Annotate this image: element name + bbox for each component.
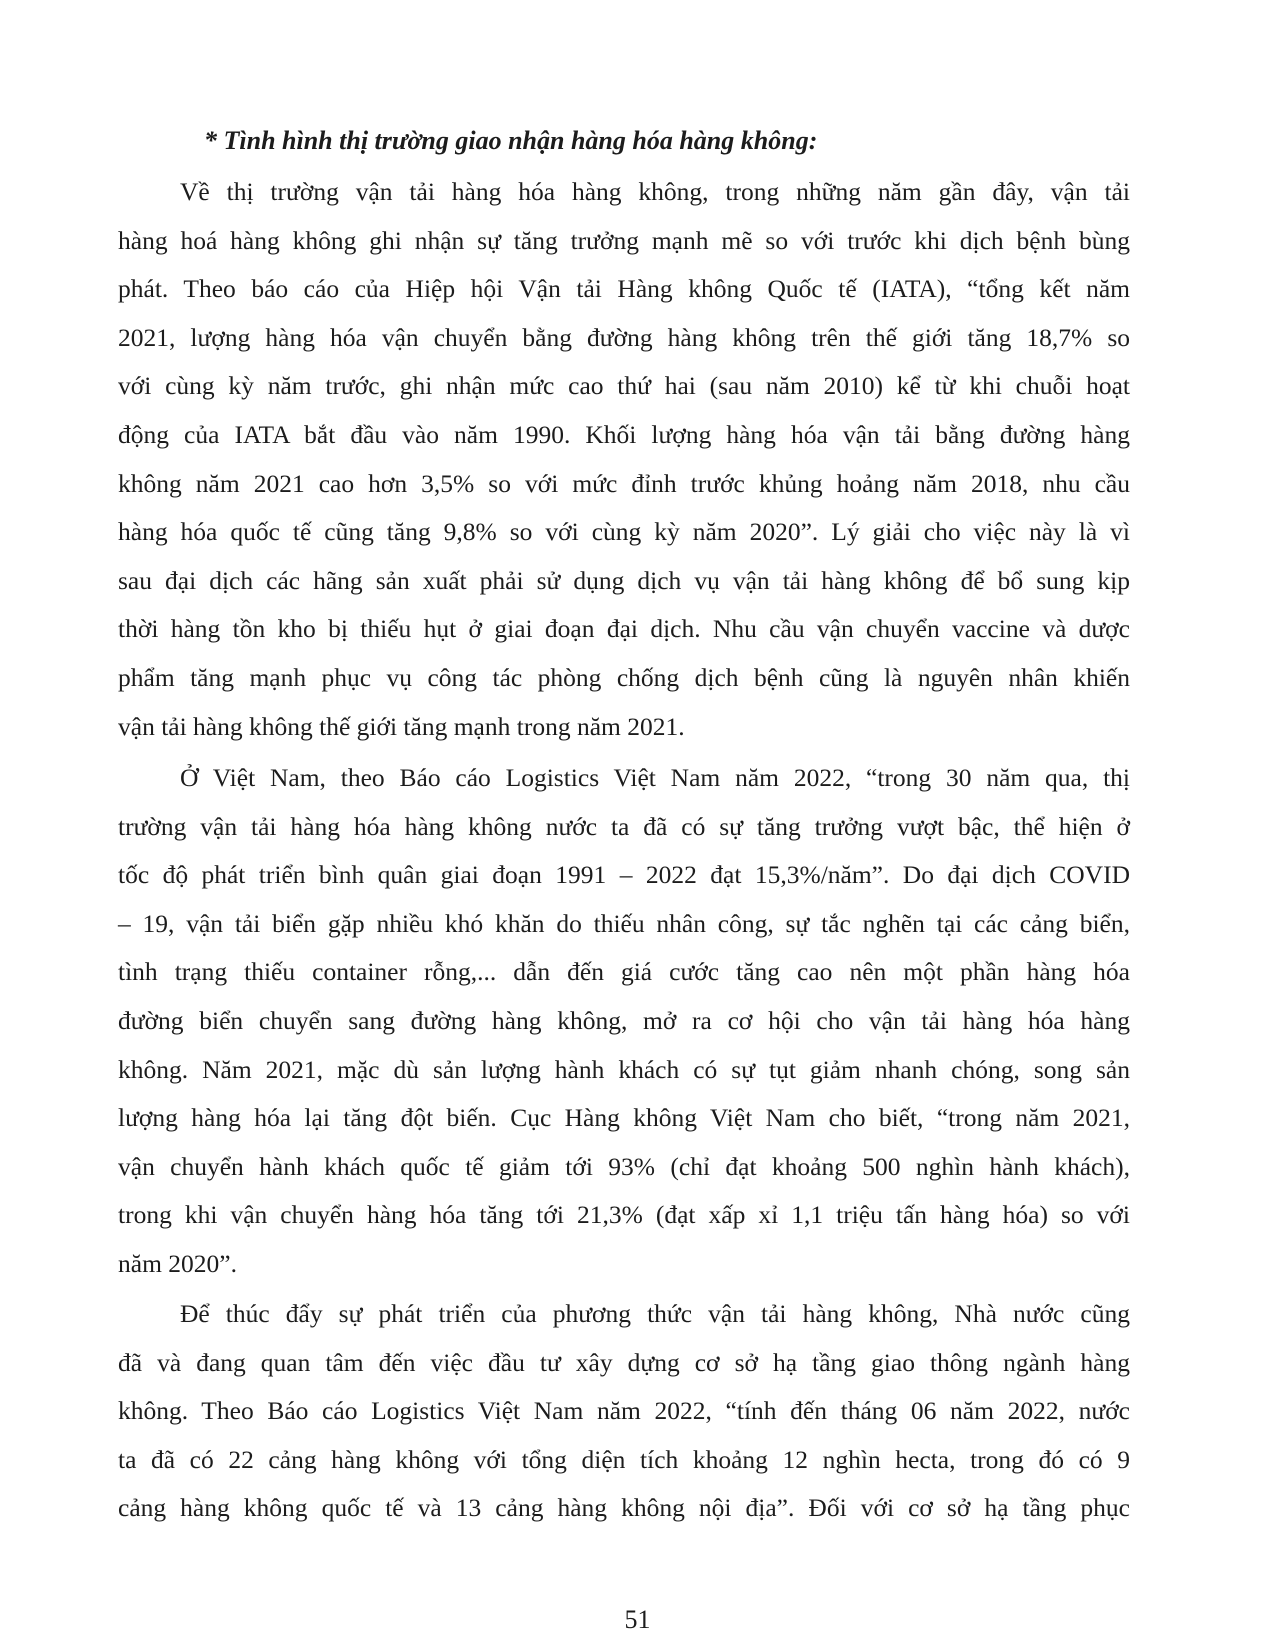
text-line: vận chuyển hành khách quốc tế giảm tới 93% (chỉ đạt khoảng 500 nghìn hành khách), (118, 1151, 1130, 1181)
text-line: tốc độ phát triển bình quân giai đoạn 1991 – 2022 đạt 15,3%/năm”. Do đại dịch COVID (118, 860, 1130, 890)
text-line: không. Năm 2021, mặc dù sản lượng hành khách có sự tụt giảm nhanh chóng, song sản (118, 1054, 1130, 1084)
text-line: cảng hàng không quốc tế và 13 cảng hàng không nội địa”. Đối với cơ sở hạ tầng phục (118, 1493, 1130, 1523)
text-line: hàng hóa quốc tế cũng tăng 9,8% so với cùng kỳ năm 2020”. Lý giải cho việc này là vì (118, 517, 1130, 547)
text-line: Để thúc đẩy sự phát triển của phương thức vận tải hàng không, Nhà nước cũng (180, 1299, 1130, 1328)
text-line: vận tải hàng không thế giới tăng mạnh trong năm 2021. (118, 711, 685, 741)
text-line: hàng hoá hàng không ghi nhận sự tăng trưởng mạnh mẽ so với trước khi dịch bệnh bùng (118, 225, 1130, 255)
text-line: trường vận tải hàng hóa hàng không nước ta đã có sự tăng trưởng vượt bậc, thể hiện ở (118, 811, 1130, 841)
paragraph-2 (118, 754, 1130, 1289)
text-line: động của IATA bắt đầu vào năm 1990. Khối lượng hàng hóa vận tải bằng đường hàng (118, 419, 1130, 449)
text-line: trong khi vận chuyển hàng hóa tăng tới 21,3% (đạt xấp xỉ 1,1 triệu tấn hàng hóa) so với (118, 1200, 1130, 1230)
page-number: 51 (624, 1605, 651, 1634)
text-line: ta đã có 22 cảng hàng không với tổng diện tích khoảng 12 nghìn hecta, trong đó có 9 (118, 1444, 1130, 1474)
text-line: thời hàng tồn kho bị thiếu hụt ở giai đoạn đại dịch. Nhu cầu vận chuyển vaccine và dược (118, 614, 1130, 644)
text-line: năm 2020”. (118, 1248, 237, 1278)
text-line: với cùng kỳ năm trước, ghi nhận mức cao thứ hai (sau năm 2010) kể từ khi chuỗi hoạt (118, 371, 1130, 401)
text-line: 2021, lượng hàng hóa vận chuyển bằng đường hàng không trên thế giới tăng 18,7% so (118, 322, 1130, 352)
text-line: Về thị trường vận tải hàng hóa hàng không, trong những năm gần đây, vận tải (180, 177, 1130, 206)
text-line: phát. Theo báo cáo của Hiệp hội Vận tải Hàng không Quốc tế (IATA), “tổng kết năm (118, 274, 1130, 304)
text-line: sau đại dịch các hãng sản xuất phải sử dụng dịch vụ vận tải hàng không để bổ sung kịp (118, 565, 1130, 595)
text-line: không. Theo Báo cáo Logistics Việt Nam năm 2022, “tính đến tháng 06 năm 2022, nước (118, 1396, 1130, 1426)
text-line: lượng hàng hóa lại tăng đột biến. Cục Hàng không Việt Nam cho biết, “trong năm 2021, (118, 1103, 1130, 1133)
section-heading: * Tình hình thị trường giao nhận hàng hóa hàng không: (204, 126, 818, 155)
text-line: tình trạng thiếu container rỗng,... dẫn đến giá cước tăng cao nên một phần hàng hóa (118, 957, 1130, 987)
text-line: Ở Việt Nam, theo Báo cáo Logistics Việt Nam năm 2022, “trong 30 năm qua, thị (180, 763, 1130, 792)
text-line: đã và đang quan tâm đến việc đầu tư xây dựng cơ sở hạ tầng giao thông ngành hàng (118, 1347, 1130, 1377)
text-line: phẩm tăng mạnh phục vụ công tác phòng chống dịch bệnh cũng là nguyên nhân khiến (118, 662, 1130, 692)
text-line: đường biển chuyển sang đường hàng không, mở ra cơ hội cho vận tải hàng hóa hàng (118, 1005, 1130, 1035)
paragraph-3 (118, 1290, 1130, 1533)
paragraph-1 (118, 168, 1130, 751)
text-line: không năm 2021 cao hơn 3,5% so với mức đỉnh trước khủng hoảng năm 2018, nhu cầu (118, 468, 1130, 498)
text-line: – 19, vận tải biển gặp nhiều khó khăn do thiếu nhân công, sự tắc nghẽn tại các cảng biển, (118, 908, 1130, 938)
